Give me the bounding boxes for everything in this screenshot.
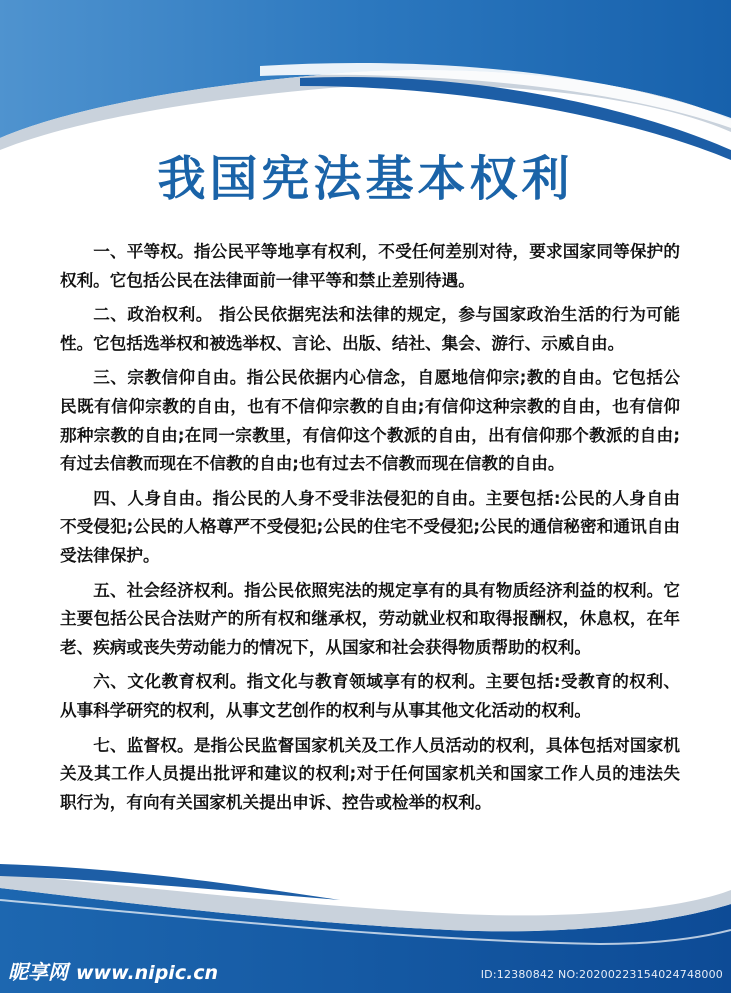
paragraph-socioeconomic-rights: 五、社会经济权利。指公民依照宪法的规定享有的具有物质经济利益的权利。它主要包括公民合法财产的所有权和继承权，劳动就业权和取得报酬权，休息权，在年老、疾病或丧失劳动能力的情况下，从国家和社会获得物质帮助的权利。 [60, 580, 680, 657]
site-watermark [8, 956, 218, 985]
page-title: 我国宪法基本权利 [157, 151, 574, 207]
watermark-logo: 昵享网 [8, 960, 68, 984]
paragraph-political-rights: 二、政治权利。 指公民依据宪法和法律的规定，参与国家政治生活的行为可能性。它包括选举权和被选举权、言论、出版、结社、集会、游行、示威自由。 [60, 305, 680, 353]
rights-list [60, 238, 680, 823]
paragraph-supervision-rights: 七、监督权。是指公民监督国家机关及工作人员活动的权利，具体包括对国家机关及其工作人员提出批评和建议的权利;对于任何国家机关和国家工作人员的违法失职行为，有向有关国家机关提出申诉、控告或检举的权利。 [60, 735, 680, 812]
image-id-label: ID:12380842 NO:20200223154024748000 [480, 968, 723, 981]
paragraph-cultural-education-rights: 六、文化教育权利。指文化与教育领域享有的权利。主要包括:受教育的权利、从事科学研究的权利，从事文艺创作的权利与从事其他文化活动的权利。 [60, 672, 680, 720]
paragraph-personal-freedom: 四、人身自由。指公民的人身不受非法侵犯的自由。主要包括:公民的人身自由不受侵犯;公民的人格尊严不受侵犯;公民的住宅不受侵犯;公民的通信秘密和通讯自由受法律保护。 [60, 488, 680, 565]
paragraph-religious-freedom: 三、宗教信仰自由。指公民依据内心信念，自愿地信仰宗;教的自由。它包括公民既有信仰宗教的自由，也有不信仰宗教的自由;有信仰这种宗教的自由，也有信仰那种宗教的自由;在同一宗教里，有信仰这个教派的自由，出有信仰那个教派的自由;有过去信教而现在不信教的自由;也有过去不信教而现在信教的自由。 [60, 368, 680, 474]
watermark-url: www.nipic.cn [76, 962, 219, 984]
paragraph-equality: 一、平等权。指公民平等地享有权利，不受任何差别对待，要求国家同等保护的权利。它包括公民在法律面前一律平等和禁止差别待遇。 [60, 242, 680, 290]
